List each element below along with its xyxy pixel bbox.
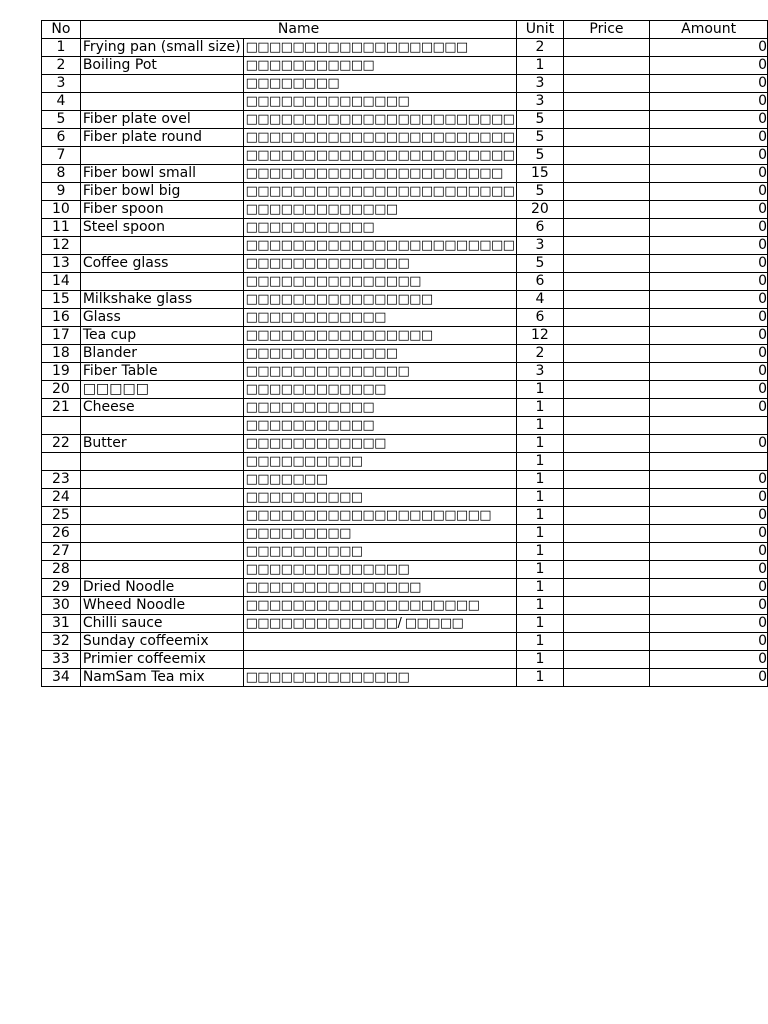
item-price [563,237,650,255]
item-unit: 1 [517,381,563,399]
table-row [42,669,768,687]
item-price [563,453,650,471]
item-unit: 3 [517,363,563,381]
table-row [42,579,768,597]
row-number: 12 [42,237,81,255]
item-unit: 2 [517,39,563,57]
item-price [563,543,650,561]
item-amount: 0 [650,309,768,327]
table-row [42,399,768,417]
item-local-name: □□□□□□□□□□□□□□□□ [243,327,517,345]
table-row [42,201,768,219]
item-local-name [243,633,517,651]
item-name: Fiber spoon [80,201,243,219]
item-price [563,111,650,129]
item-unit: 1 [517,615,563,633]
row-number: 3 [42,75,81,93]
item-name [80,417,243,435]
item-name: Dried Noodle [80,579,243,597]
header-price: Price [563,21,650,39]
table-row [42,219,768,237]
row-number: 23 [42,471,81,489]
item-local-name: □□□□□□□□□□ [243,489,517,507]
table-row [42,327,768,345]
item-name [80,561,243,579]
item-unit: 1 [517,417,563,435]
item-name: Tea cup [80,327,243,345]
item-local-name: □□□□□□□□□□□□□□□□ [243,291,517,309]
item-name [80,543,243,561]
table-row [42,39,768,57]
item-local-name: □□□□□□□□□□□□□□ [243,669,517,687]
item-price [563,651,650,669]
item-local-name: □□□□□□□□□□□□□□□□□□□□□ [243,507,517,525]
table-row [42,57,768,75]
item-amount: 0 [650,651,768,669]
table-row [42,615,768,633]
item-name: Primier coffeemix [80,651,243,669]
item-amount: 0 [650,435,768,453]
item-name: Steel spoon [80,219,243,237]
row-number: 2 [42,57,81,75]
item-amount: 0 [650,237,768,255]
item-price [563,615,650,633]
item-amount: 0 [650,489,768,507]
item-price [563,165,650,183]
row-number: 31 [42,615,81,633]
item-local-name: □□□□□□□□ [243,75,517,93]
item-unit: 1 [517,579,563,597]
item-unit: 1 [517,57,563,75]
item-name: Fiber Table [80,363,243,381]
item-amount: 0 [650,345,768,363]
item-price [563,147,650,165]
row-number: 27 [42,543,81,561]
item-amount: 0 [650,381,768,399]
item-local-name: □□□□□□□□□□□□□□□□□□□□□□□ [243,237,517,255]
item-local-name: □□□□□□□□□□ [243,543,517,561]
item-amount: 0 [650,597,768,615]
row-number: 9 [42,183,81,201]
row-number: 6 [42,129,81,147]
item-local-name: □□□□□□□□□□□□□□ [243,255,517,273]
item-local-name: □□□□□□□□□□□□□□□□□□□□□□□ [243,183,517,201]
item-name [80,507,243,525]
item-name [80,93,243,111]
item-amount: 0 [650,219,768,237]
item-unit: 3 [517,75,563,93]
item-price [563,525,650,543]
row-number: 15 [42,291,81,309]
item-amount: 0 [650,363,768,381]
item-name: Wheed Noodle [80,597,243,615]
item-name [80,147,243,165]
row-number: 21 [42,399,81,417]
item-unit: 5 [517,111,563,129]
table-row [42,129,768,147]
header-row [42,21,768,39]
row-number: 19 [42,363,81,381]
item-amount: 0 [650,669,768,687]
item-price [563,471,650,489]
row-number: 14 [42,273,81,291]
item-local-name: □□□□□□□□□□ [243,453,517,471]
item-amount: 0 [650,561,768,579]
item-name [80,75,243,93]
item-unit: 6 [517,273,563,291]
row-number: 22 [42,435,81,453]
item-name: Frying pan (small size) [80,39,243,57]
item-price [563,273,650,291]
item-price [563,363,650,381]
item-unit: 1 [517,597,563,615]
row-number: 8 [42,165,81,183]
row-number: 13 [42,255,81,273]
item-unit: 12 [517,327,563,345]
item-unit: 1 [517,435,563,453]
table-row [42,273,768,291]
item-name [80,237,243,255]
item-price [563,219,650,237]
item-price [563,561,650,579]
item-amount: 0 [650,291,768,309]
row-number: 10 [42,201,81,219]
item-local-name: □□□□□□□□□□□□□□□□□□□□□□ [243,165,517,183]
item-unit: 5 [517,183,563,201]
item-name [80,453,243,471]
row-number: 33 [42,651,81,669]
item-local-name: □□□□□□□□□□□□□ [243,201,517,219]
row-number: 30 [42,597,81,615]
table-row [42,309,768,327]
item-local-name: □□□□□□□□□□□□□□□ [243,273,517,291]
item-price [563,327,650,345]
item-price [563,489,650,507]
item-amount: 0 [650,255,768,273]
item-unit: 3 [517,237,563,255]
row-number: 16 [42,309,81,327]
item-local-name: □□□□□□□□□□□□□□□□□□□□□□□ [243,129,517,147]
item-local-name: □□□□□□□□□□□ [243,399,517,417]
item-price [563,201,650,219]
item-price [563,399,650,417]
item-name [80,471,243,489]
table-row [42,561,768,579]
item-local-name: □□□□□□□□□ [243,525,517,543]
item-name: Blander [80,345,243,363]
item-amount: 0 [650,633,768,651]
item-name: Coffee glass [80,255,243,273]
item-unit: 20 [517,201,563,219]
row-number [42,417,81,435]
item-unit: 1 [517,507,563,525]
item-amount: 0 [650,165,768,183]
item-name: Fiber plate round [80,129,243,147]
row-number [42,453,81,471]
item-local-name: □□□□□□□□□□□□□□□□□□□□□□□ [243,147,517,165]
item-price [563,39,650,57]
header-amount: Amount [650,21,768,39]
table-row [42,111,768,129]
item-local-name: □□□□□□□□□□□ [243,57,517,75]
item-local-name: □□□□□□□□□□□□□ [243,345,517,363]
item-unit: 4 [517,291,563,309]
item-unit: 1 [517,399,563,417]
item-local-name: □□□□□□□□□□□□□□□□□□□□□□□ [243,111,517,129]
table-row [42,543,768,561]
item-unit: 1 [517,561,563,579]
item-amount: 0 [650,39,768,57]
row-number: 32 [42,633,81,651]
item-amount: 0 [650,75,768,93]
item-unit: 6 [517,309,563,327]
item-local-name: □□□□□□□□□□□□□□□ [243,579,517,597]
item-amount: 0 [650,327,768,345]
item-unit: 6 [517,219,563,237]
item-price [563,417,650,435]
row-number: 25 [42,507,81,525]
item-unit: 2 [517,345,563,363]
row-number: 17 [42,327,81,345]
item-unit: 1 [517,471,563,489]
item-amount: 0 [650,273,768,291]
item-unit: 1 [517,489,563,507]
item-name [80,525,243,543]
item-amount: 0 [650,507,768,525]
item-local-name: □□□□□□□□□□□□□/ □□□□□ [243,615,517,633]
item-price [563,579,650,597]
table-row [42,183,768,201]
table-row [42,417,768,435]
table-row [42,345,768,363]
item-local-name: □□□□□□□□□□□□ [243,309,517,327]
item-name: Fiber plate ovel [80,111,243,129]
row-number: 24 [42,489,81,507]
item-unit: 1 [517,453,563,471]
item-amount: 0 [650,543,768,561]
item-name [80,273,243,291]
item-unit: 5 [517,147,563,165]
item-unit: 5 [517,129,563,147]
table-row [42,471,768,489]
table-row [42,525,768,543]
item-amount: 0 [650,183,768,201]
item-amount: 0 [650,579,768,597]
table-row [42,453,768,471]
header-name: Name [80,21,516,39]
item-local-name: □□□□□□□□□□□□□□□□□□□ [243,39,517,57]
item-name: Cheese [80,399,243,417]
row-number: 7 [42,147,81,165]
item-local-name: □□□□□□□□□□□□□□□□□□□□ [243,597,517,615]
item-unit: 15 [517,165,563,183]
item-name: Fiber bowl big [80,183,243,201]
item-amount [650,417,768,435]
item-local-name: □□□□□□□□□□□□□□ [243,363,517,381]
item-local-name: □□□□□□□□□□□□□□ [243,93,517,111]
item-name [80,489,243,507]
item-name: Sunday coffeemix [80,633,243,651]
table-row [42,93,768,111]
item-amount: 0 [650,129,768,147]
row-number: 5 [42,111,81,129]
item-unit: 5 [517,255,563,273]
item-name: Chilli sauce [80,615,243,633]
header-unit: Unit [517,21,563,39]
item-unit: 3 [517,93,563,111]
table-row [42,165,768,183]
item-price [563,57,650,75]
table-row [42,147,768,165]
item-name: Boiling Pot [80,57,243,75]
price-list-table [41,20,768,687]
item-amount: 0 [650,147,768,165]
item-amount: 0 [650,93,768,111]
item-local-name: □□□□□□□□□□□□ [243,381,517,399]
table-row [42,75,768,93]
item-unit: 1 [517,633,563,651]
item-name: Milkshake glass [80,291,243,309]
table-row [42,255,768,273]
item-price [563,93,650,111]
item-price [563,381,650,399]
table-row [42,597,768,615]
item-local-name: □□□□□□□□□□□ [243,219,517,237]
item-amount: 0 [650,201,768,219]
item-price [563,435,650,453]
table-row [42,651,768,669]
table-row [42,363,768,381]
item-local-name [243,651,517,669]
item-local-name: □□□□□□□ [243,471,517,489]
row-number: 1 [42,39,81,57]
table-row [42,633,768,651]
item-unit: 1 [517,525,563,543]
item-price [563,75,650,93]
item-amount: 0 [650,57,768,75]
table-row [42,381,768,399]
item-price [563,507,650,525]
item-unit: 1 [517,543,563,561]
row-number: 28 [42,561,81,579]
item-price [563,129,650,147]
table-row [42,489,768,507]
item-local-name: □□□□□□□□□□□ [243,417,517,435]
table-row [42,435,768,453]
item-price [563,597,650,615]
row-number: 11 [42,219,81,237]
item-amount [650,453,768,471]
item-amount: 0 [650,399,768,417]
item-amount: 0 [650,525,768,543]
row-number: 18 [42,345,81,363]
item-name: Glass [80,309,243,327]
item-amount: 0 [650,471,768,489]
item-name: NamSam Tea mix [80,669,243,687]
item-local-name: □□□□□□□□□□□□ [243,435,517,453]
item-price [563,183,650,201]
item-name: □□□□□ [80,381,243,399]
item-price [563,291,650,309]
item-price [563,633,650,651]
row-number: 34 [42,669,81,687]
item-price [563,345,650,363]
item-unit: 1 [517,669,563,687]
row-number: 29 [42,579,81,597]
row-number: 26 [42,525,81,543]
item-price [563,255,650,273]
item-local-name: □□□□□□□□□□□□□□ [243,561,517,579]
item-name: Fiber bowl small [80,165,243,183]
table-row [42,507,768,525]
row-number: 20 [42,381,81,399]
item-unit: 1 [517,651,563,669]
item-amount: 0 [650,111,768,129]
table-row [42,291,768,309]
item-price [563,669,650,687]
header-no: No [42,21,81,39]
item-amount: 0 [650,615,768,633]
item-name: Butter [80,435,243,453]
table-row [42,237,768,255]
row-number: 4 [42,93,81,111]
item-price [563,309,650,327]
